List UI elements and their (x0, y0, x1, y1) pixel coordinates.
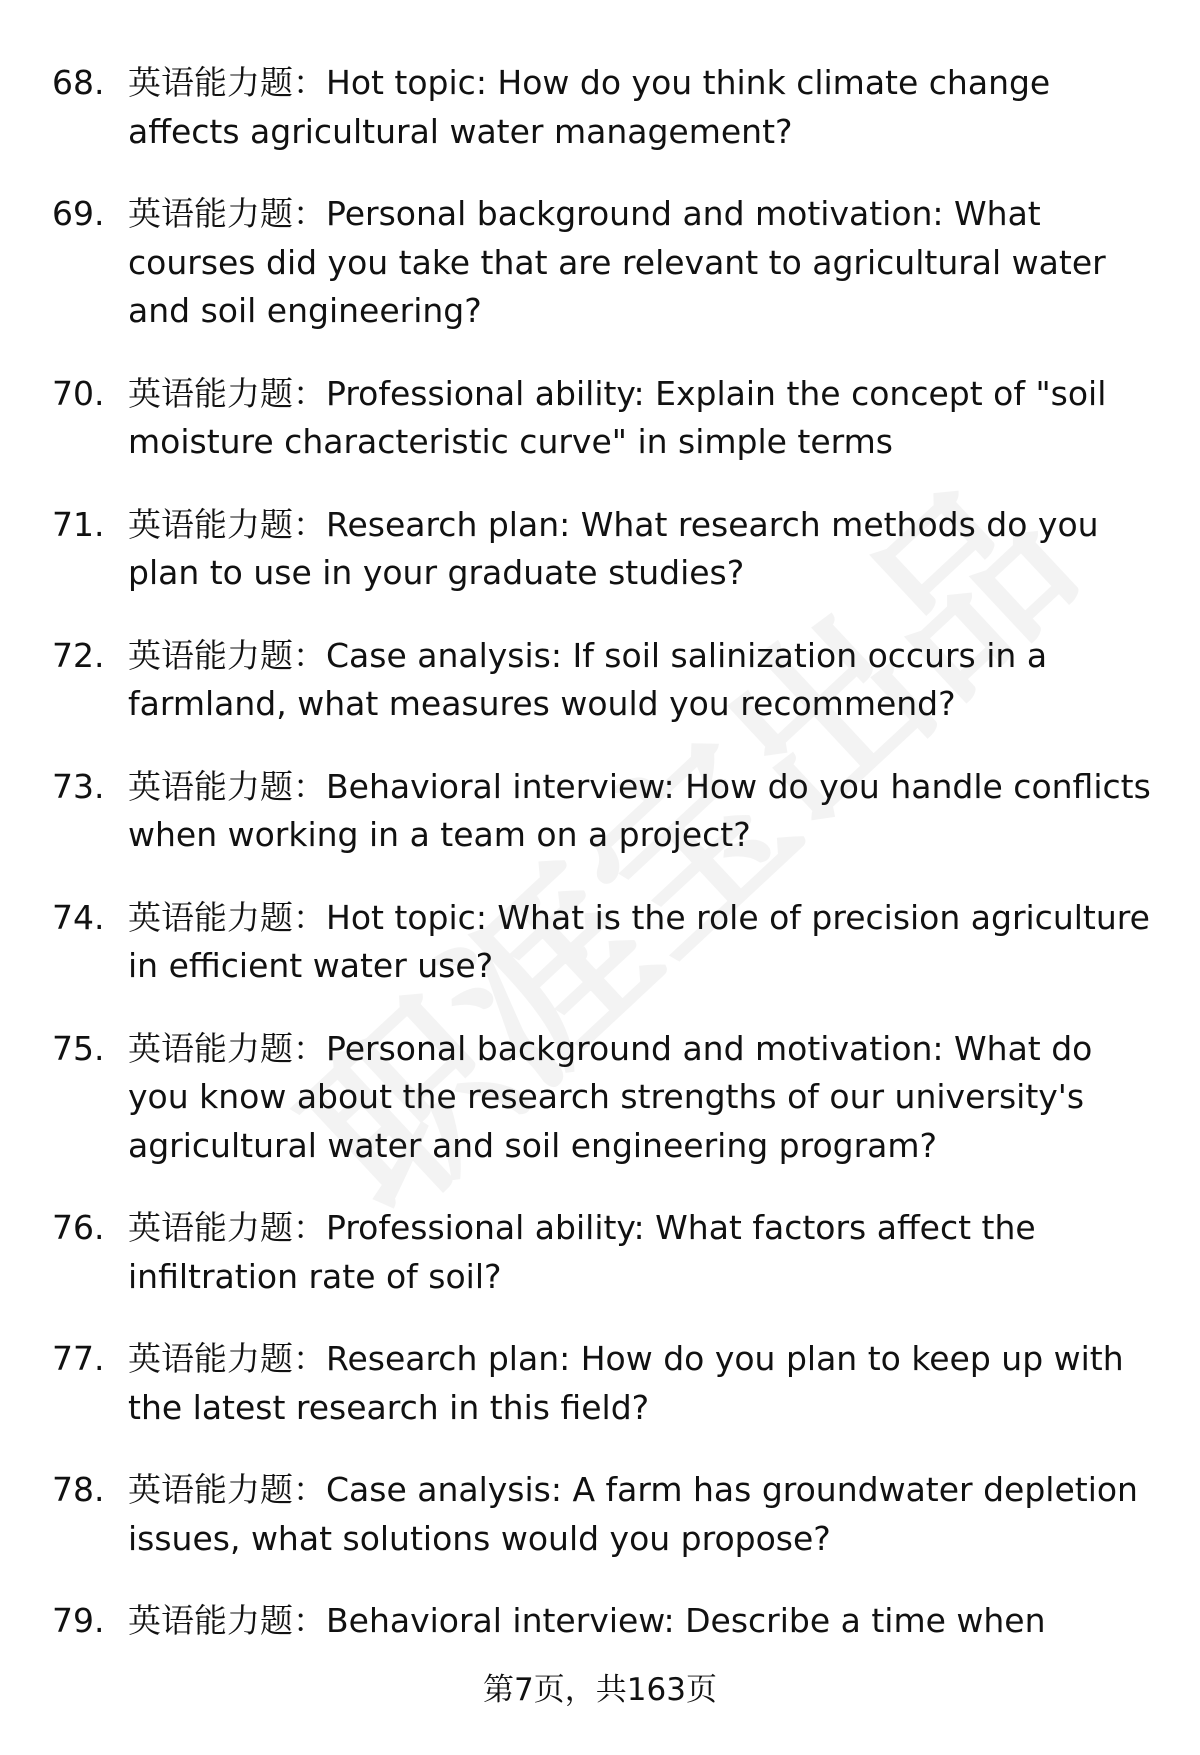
item-number: 72. (52, 635, 105, 675)
list-item (0, 763, 1200, 860)
list-item (0, 1335, 1200, 1432)
item-text: 英语能力题：Behavioral interview: How do you handle conflicts when working in a team on a project? (128, 766, 1151, 854)
list-item (0, 1025, 1200, 1171)
item-number: 77. (52, 1339, 105, 1378)
question-list (0, 59, 1200, 1680)
item-text: 英语能力题：Case analysis: If soil salinization occurs in a farmland, what measures would you recommend? (128, 635, 1048, 723)
list-item (0, 190, 1200, 336)
item-text: 英语能力题：Professional ability: What factors affect the infiltration rate of soil? (128, 1208, 1036, 1296)
list-item (0, 1204, 1200, 1301)
item-number: 79. (52, 1601, 105, 1640)
item-number: 74. (52, 897, 105, 937)
page-footer: 第7页，共163页 (483, 1672, 717, 1708)
list-item (0, 59, 1200, 156)
item-text: 英语能力题：Personal background and motivation: What courses did you take that are relevant to agricultural water and soil engineering? (128, 194, 1106, 330)
list-item (0, 370, 1200, 467)
item-number: 78. (52, 1470, 105, 1509)
list-item (0, 1597, 1200, 1646)
item-text: 英语能力题：Personal background and motivation: What do you know about the research strengths of our university's agricultural water and soil engineering program? (128, 1028, 1093, 1165)
list-item (0, 1466, 1200, 1563)
list-item (0, 501, 1200, 598)
item-text: 英语能力题：Hot topic: What is the role of precision agriculture in efficient water use? (128, 897, 1150, 985)
item-number: 71. (52, 504, 105, 544)
item-number: 76. (52, 1208, 105, 1247)
item-text: 英语能力题：Research plan: How do you plan to keep up with the latest research in this field? (128, 1339, 1124, 1427)
item-number: 68. (52, 63, 105, 102)
item-number: 69. (52, 194, 105, 233)
item-text: 英语能力题：Behavioral interview: Describe a time when (128, 1601, 1046, 1640)
list-item (0, 632, 1200, 729)
list-item (0, 894, 1200, 991)
item-text: 英语能力题：Professional ability: Explain the concept of "soil moisture characteristic curve" in simple terms (128, 373, 1107, 461)
item-number: 75. (52, 1028, 105, 1068)
item-text: 英语能力题：Case analysis: A farm has groundwater depletion issues, what solutions would you propose? (128, 1470, 1138, 1558)
item-text: 英语能力题：Hot topic: How do you think climate change affects agricultural water management? (128, 63, 1051, 151)
item-number: 70. (52, 373, 105, 413)
item-number: 73. (52, 766, 105, 806)
item-text: 英语能力题：Research plan: What research methods do you plan to use in your graduate studies? (128, 504, 1099, 592)
